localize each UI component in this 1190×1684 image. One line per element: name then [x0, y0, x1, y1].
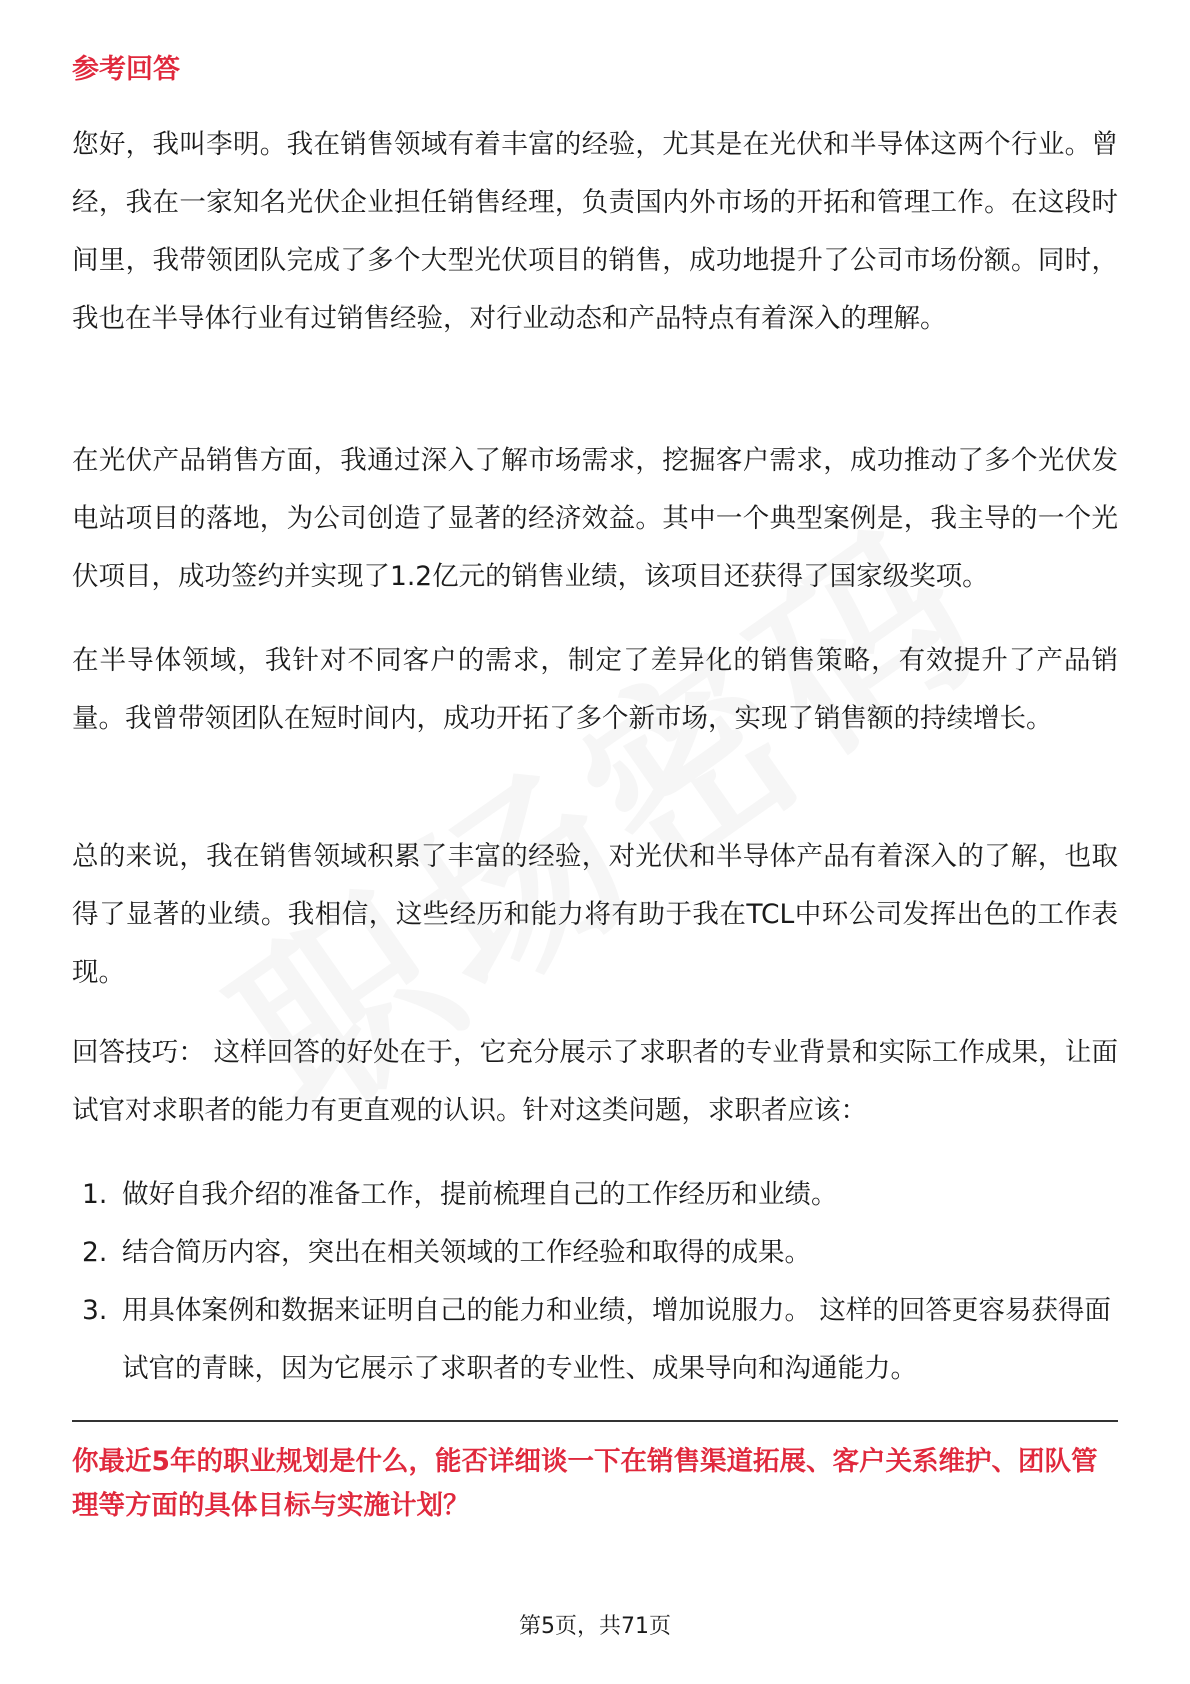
- list-item-text: 用具体案例和数据来证明自己的能力和业绩，增加说服力。 这样的回答更容易获得面试官的青睐，因为它展示了求职者的专业性、成果导向和沟通能力。: [122, 1295, 1111, 1384]
- list-item-text: 做好自我介绍的准备工作，提前梳理自己的工作经历和业绩。: [122, 1179, 838, 1210]
- tips-list: [72, 1166, 1118, 1398]
- list-item-number: 2.: [82, 1237, 108, 1268]
- list-item: [72, 1166, 1118, 1224]
- answer-paragraph-3: 在半导体领域，我针对不同客户的需求，制定了差异化的销售策略，有效提升了产品销量。我曾带领团队在短时间内，成功开拓了多个新市场，实现了销售额的持续增长。: [72, 645, 1118, 734]
- page-footer: 第5页，共71页: [519, 1614, 671, 1639]
- answer-paragraph-4: 总的来说，我在销售领域积累了丰富的经验，对光伏和半导体产品有着深入的了解，也取得了显著的业绩。我相信，这些经历和能力将有助于我在TCL中环公司发挥出色的工作表现。: [72, 841, 1118, 988]
- list-item: [72, 1282, 1118, 1398]
- answer-paragraph-1: 您好，我叫李明。我在销售领域有着丰富的经验，尤其是在光伏和半导体这两个行业。曾经，我在一家知名光伏企业担任销售经理，负责国内外市场的开拓和管理工作。在这段时间里，我带领团队完成了多个大型光伏项目的销售，成功地提升了公司市场份额。同时，我也在半导体行业有过销售经验，对行业动态和产品特点有着深入的理解。: [72, 129, 1118, 334]
- list-item: [72, 1224, 1118, 1282]
- document-page: [72, 0, 1118, 1684]
- section-divider: [72, 1420, 1118, 1422]
- section-title: 参考回答: [72, 54, 180, 85]
- list-item-text: 结合简历内容，突出在相关领域的工作经验和取得的成果。: [122, 1237, 811, 1268]
- list-item-number: 1.: [82, 1179, 108, 1210]
- next-question-heading: 你最近5年的职业规划是什么，能否详细谈一下在销售渠道拓展、客户关系维护、团队管理等方面的具体目标与实施计划？: [72, 1446, 1098, 1521]
- tips-intro-paragraph: 回答技巧： 这样回答的好处在于，它充分展示了求职者的专业背景和实际工作成果，让面试官对求职者的能力有更直观的认识。针对这类问题，求职者应该：: [72, 1037, 1118, 1126]
- answer-paragraph-2: 在光伏产品销售方面，我通过深入了解市场需求，挖掘客户需求，成功推动了多个光伏发电站项目的落地，为公司创造了显著的经济效益。其中一个典型案例是，我主导的一个光伏项目，成功签约并实现了1.2亿元的销售业绩，该项目还获得了国家级奖项。: [72, 445, 1118, 592]
- list-item-number: 3.: [82, 1295, 108, 1326]
